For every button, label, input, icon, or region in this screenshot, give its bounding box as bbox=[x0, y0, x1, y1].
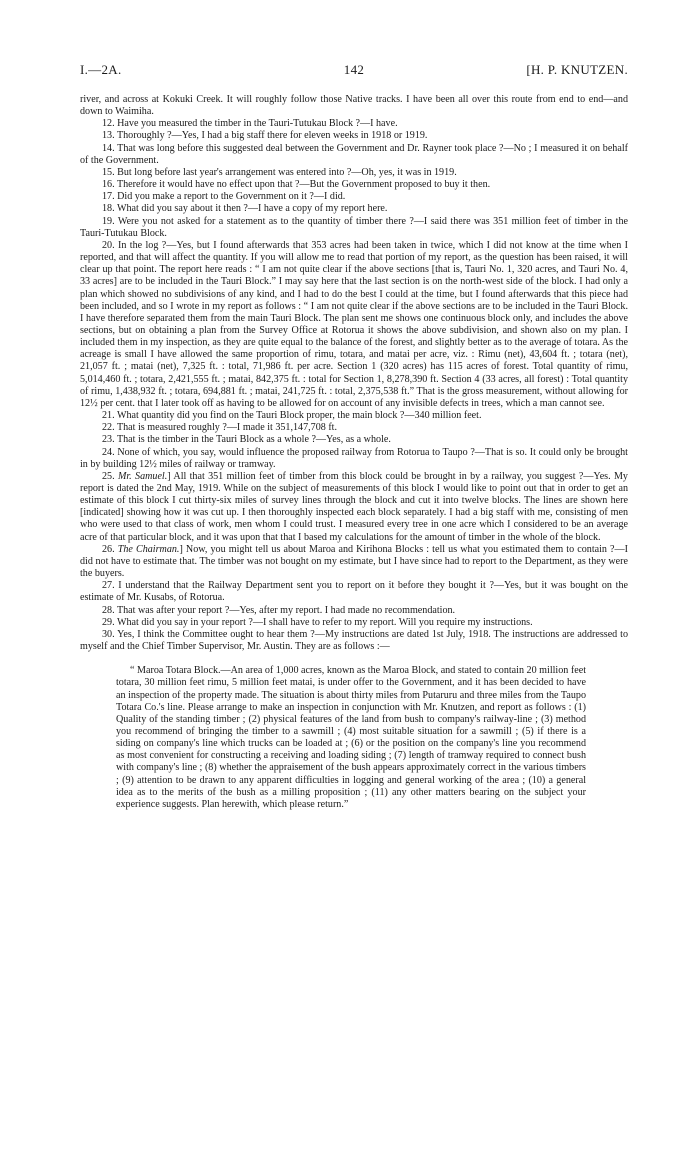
paragraph: 22. That is measured roughly ?—I made it 351,147,708 ft. bbox=[102, 422, 338, 434]
paragraph-text: ] All that 351 million feet of timber from this block could be brought in by a railway, you suggest ?—Yes. My report is dated the 2nd May, 1919. While on the subject of measurements of this block I would like to point out that in order to get an estimate of this block I cut thirty-six miles of survey lines through the block and cut it into twelve blocks. The lines are shown here [indicated] showing how it was cut up. I then thoroughly inspected each block separately. I had a big staff with me, consisting of men who were used to that class of work, men whom I could trust. I measured every tree in one acre which I considered to be an average acre of that particular block, and it was upon that that I based my calculations for the amount of timber in the whole of the block. bbox=[80, 470, 628, 543]
paragraph: 29. What did you say in your report ?—I shall have to refer to my report. Will you require my instructions. bbox=[102, 616, 533, 628]
paragraph bbox=[80, 471, 628, 544]
paragraph: 27. I understand that the Railway Department sent you to report on it before they bought it ?—Yes, but it was bought on the estimate of Mr. Kusabs, of Rotorua. bbox=[80, 580, 628, 604]
paragraph: 15. But long before last year's arrangement was entered into ?—Oh, yes, it was in 1919. bbox=[102, 166, 457, 178]
paragraph bbox=[80, 544, 628, 580]
speaker-name: Mr. Samuel. bbox=[117, 470, 168, 482]
paragraph: 19. Were you not asked for a statement as to the quantity of timber there ?—I said there was 351 million feet of timber in the Tauri-Tutukau Block. bbox=[80, 215, 628, 239]
paragraph: river, and across at Kokuki Creek. It will roughly follow those Native tracks. I have been all over this route from end to end—and down to Waimiha. bbox=[80, 94, 628, 118]
document-page bbox=[80, 62, 628, 811]
question-number: 26. bbox=[102, 543, 118, 555]
paragraph-text: ] Now, you might tell us about Maroa and Kirihona Blocks : tell us what you estimated them to contain ?—I did not have to estimate that. The timber was not bought on my estimate, but I have since had to report to the Department, as they were the buyers. bbox=[80, 543, 628, 580]
paragraph: 18. What did you say about it then ?—I have a copy of my report here. bbox=[102, 203, 388, 215]
paragraph: 13. Thoroughly ?—Yes, I had a big staff there for eleven weeks in 1918 or 1919. bbox=[102, 130, 428, 142]
paragraph: 23. That is the timber in the Tauri Block as a whole ?—Yes, as a whole. bbox=[102, 434, 391, 446]
paragraph: 14. That was long before this suggested deal between the Government and Dr. Rayner took place ?—No ; I measured it on behalf of the Government. bbox=[80, 142, 628, 166]
quoted-instructions bbox=[116, 665, 586, 811]
paragraph: 17. Did you make a report to the Government on it ?—I did. bbox=[102, 191, 346, 203]
question-number: 25. bbox=[102, 470, 118, 482]
speaker-name: The Chairman. bbox=[117, 543, 180, 555]
paragraph: 12. Have you measured the timber in the Tauri-Tutukau Block ?—I have. bbox=[102, 118, 398, 130]
quote-text: “ Maroa Totara Block.—An area of 1,000 acres, known as the Maroa Block, and stated to contain 20 million feet totara, 30 million feet rimu, 5 million feet matai, is under offer to the Government, and it has been decided to have an inspection of the property made. The situation is about thirty miles from Putaruru and three miles from the Taupo Totara Co.'s line. Please arrange to make an inspection in conjunction with Mr. Knutzen, and report as follows : (1) Quality of the standing timber ; (2) physical features of the land from bush to company's railway-line ; (3) method you recommend of bringing the timber to a sawmill ; (4) most suitable situation for a sawmill ; (5) if there is a siding on company's line which trucks can be loaded at ; (6) or the position on the company's line you recommend as most convenient for constructing a receiving and loading siding ; (7) length of tramway required to connect bush with company's line ; (8) whether the appraisement of the bush appears approximately correct in the various timbers ; (9) attention to be drawn to any apparent difficulties in logging and general working of the area ; (10) a general idea as to the merits of the bush as a milling proposition ; (11) any other matters bearing on the subject your experience suggests. Plan herewith, which please return.” bbox=[116, 665, 586, 810]
page-header bbox=[80, 62, 628, 78]
paragraph: 20. In the log ?—Yes, but I found afterwards that 353 acres had been taken in twice, which I did not know at the time when I reported, and that will affect the quantity. If you will allow me to read that portion of my report, as the question has been raised, it will clear up that point. The report here reads : “ I am not quite clear if the above sections [that is, Tauri No. 1, 320 acres, and Tauri No. 4, 33 acres] are to be included in the Tauri Block.” I may say here that the last section is on the north-west side of the block. I had only a plan which showed no subdivisions of any kind, and I had to do the best I could at the time, but I found afterwards that this piece had been included, and so I wrote in my report as follows : “ I am not quite clear if the above sections are to be included in the Tauri Block. I have therefore separated them from the main Tauri Block. The plan sent me shows one continuous block only, and includes the above sections, but on obtaining a plan from the Survey Office at Rotorua it shows the above subdivision, and shown also on my plan. I included them in my inspection, as they are quite equal to the balance of the forest, and slightly better as to the average of totara. As the acreage is small I have allowed the same proportion of rimu, totara, and matai per acre, viz. : Rimu (net), 43,604 ft. ; totara (net), 21,057 ft. ; matai (net), 7,325 ft. : total, 71,986 ft. per acre. Section 1 (320 acres) has 115 acres of forest. Total quantity of rimu, 5,014,460 ft. ; totara, 2,421,555 ft. ; matai, 842,375 ft. : total for Section 1, 8,278,390 ft. Section 4 (33 acres, all forest) : Total quantity of rimu, 1,438,932 ft. ; totara, 694,881 ft. ; matai, 241,725 ft. : total, 2,375,538 ft.” That is the gross measurement, without allowing for 12½ per cent. that I later took off as having to be allowed for on account of any invisible defects in trees, which a man cannot see. bbox=[80, 239, 628, 409]
witness-name: [H. P. KNUTZEN. bbox=[526, 62, 628, 77]
paragraph: 21. What quantity did you find on the Tauri Block proper, the main block ?—340 million feet. bbox=[102, 410, 482, 422]
paper-reference: I.—2A. bbox=[80, 62, 122, 77]
paragraph: 28. That was after your report ?—Yes, after my report. I had made no recommendation. bbox=[102, 604, 456, 616]
document-body bbox=[80, 94, 628, 653]
paragraph: 30. Yes, I think the Committee ought to hear them ?—My instructions are dated 1st July, 1918. The instructions are addressed to myself and the Chief Timber Supervisor, Mr. Austin. They are as follows :— bbox=[80, 628, 628, 653]
paragraph: 16. Therefore it would have no effect upon that ?—But the Government proposed to buy it then. bbox=[102, 179, 491, 191]
paragraph: 24. None of which, you say, would influence the proposed railway from Rotorua to Taupo ?—That is so. It could only be brought in by building 12½ miles of railway or tramway. bbox=[80, 446, 628, 470]
page-number: 142 bbox=[343, 62, 365, 77]
